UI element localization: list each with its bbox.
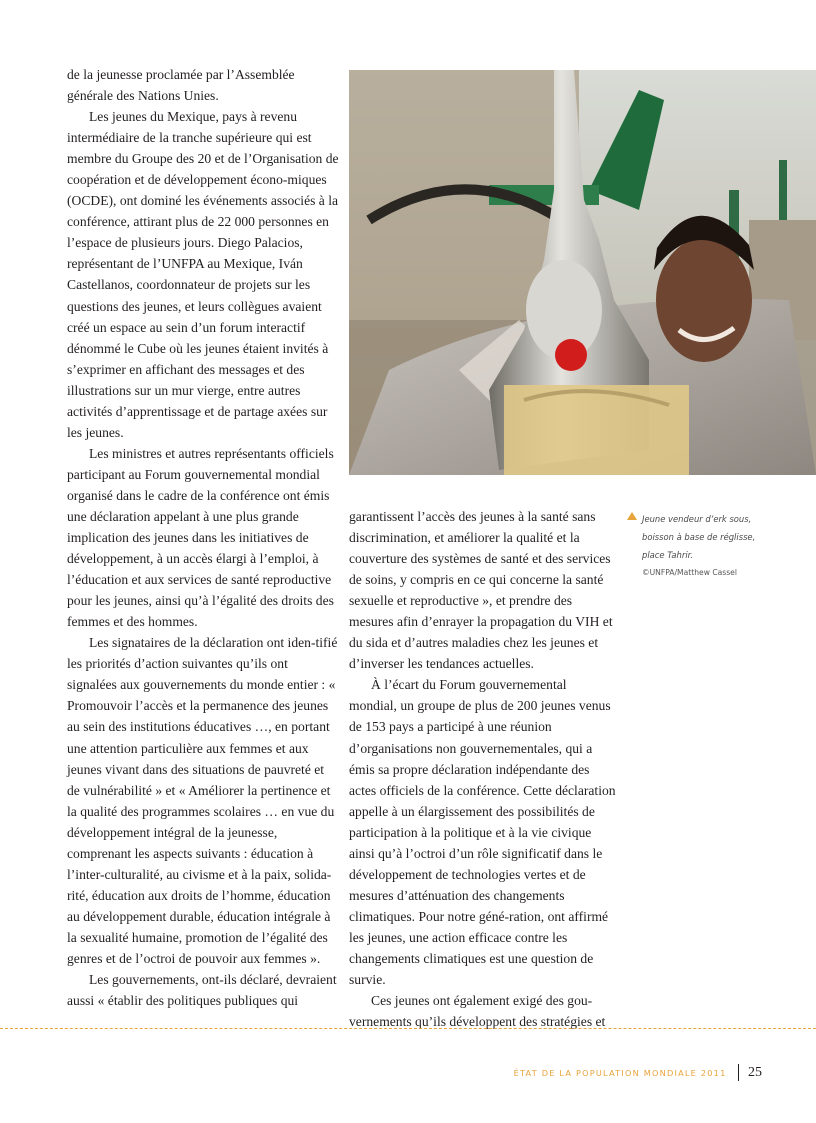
publication-title: ÉTAT DE LA POPULATION MONDIALE 2011 bbox=[513, 1067, 727, 1078]
paragraph: Ces jeunes ont également exigé des gou-vernements qu’ils développent des stratégies et bbox=[349, 993, 606, 1030]
photo-boy-with-erk-sous-urn-icon bbox=[349, 70, 816, 475]
middle-text-column bbox=[349, 506, 617, 1032]
footer-separator bbox=[738, 1064, 740, 1081]
page-number: 25 bbox=[748, 1064, 762, 1080]
paragraph: À l’écart du Forum gouvernemental mondial, un groupe de plus de 200 jeunes venus de 153 pays a participé à une réunion d’organisations non gouvernementales, qui a émis sa propre déclaration indépendante des actes officiels de la conférence. Cette déclaration appelle à un élargissement des possibilités de participation à la politique et à la vie civique ainsi qu’à l’octroi d’un rôle significatif dans le développement de technologies vertes et de mesures d’atténuation des changements climatiques. Pour notre géné-ration, ont affirmé les jeunes, une action efficace contre les changements climatiques est une question de survie. bbox=[349, 677, 616, 988]
photo-boy-with-urn bbox=[349, 70, 816, 475]
paragraph: Les jeunes du Mexique, pays à revenu intermédiaire de la tranche supérieure qui est membre du Groupe des 20 et de l’Organisation de coopération et de développement écono-miques (OCDE), ont dominé les événements associés à la conférence, attirant plus de 22 000 personnes en l’espace de plusieurs jours. Diego Palacios, représentant de l’UNFPA au Mexique, Iván Castellanos, coordonnateur de projets sur les questions des jeunes, et leurs collègues avaient créé un espace au sein d’un forum interactif dénommé le Cube où les jeunes étaient invités à s’exprimer en affichant des messages et des illustrations sur un mur vierge, entre autres activités d’apprentissage et de partage axées sur les jeunes. bbox=[67, 109, 339, 440]
paragraph: de la jeunesse proclamée par l’Assemblée générale des Nations Unies. bbox=[67, 67, 295, 104]
photo-caption bbox=[627, 510, 767, 577]
paragraph: garantissent l’accès des jeunes à la santé sans discrimination, et améliorer la qualité et la couverture des systèmes de santé et des services de soins, y compris en ce qui concerne la santé sexuelle et reproductive », et prendre des mesures afin d’enrayer la propagation du VIH et du sida et d’autres maladies chez les jeunes et d’inverser les tendances actuelles. bbox=[349, 509, 613, 672]
caption-text: Jeune vendeur d’erk sous, boisson à base de réglisse, place Tahrir. bbox=[642, 514, 756, 560]
page-footer bbox=[514, 1064, 762, 1081]
left-text-column bbox=[67, 64, 339, 1011]
paragraph: Les ministres et autres représentants officiels participant au Forum gouvernemental mondial organisé dans le cadre de la conférence ont émis une déclaration appelant à une plus grande implication des jeunes dans les initiatives de développement, à un accès élargi à l’emploi, à l’éducation et aux services de santé reproductive pour les jeunes, ainsi qu’à l’égalité des droits des femmes et des hommes. bbox=[67, 445, 334, 630]
paragraph: Les signataires de la déclaration ont iden-tifié les priorités d’action suivantes qu’ils ont signalées aux gouvernements du monde entier : « Promouvoir l’accès et la permanence des jeunes au sein des institutions éducatives …, en portant une attention particulière aux femmes et aux jeunes vivant dans des situations de pauvreté et de vulnérabilité » et « Améliorer la pertinence et la qualité des programmes scolaires … en vue du développement intégral de la jeunesse, comprenant les aspects suivants : éducation à l’inter-culturalité, au civisme et à la paix, solida-rité, éducation aux droits de l’homme, éducation au développement durable, éducation intégrale à la sexualité humaine, promotion de l’égalité des genres et de l’octroi de pouvoir aux femmes ». bbox=[67, 635, 338, 966]
photo-credit: ©UNFPA/Matthew Cassel bbox=[642, 568, 737, 577]
triangle-up-icon bbox=[627, 512, 637, 520]
footer-divider bbox=[0, 1028, 816, 1029]
paragraph: Les gouvernements, ont-ils déclaré, devraient aussi « établir des politiques publiques qui bbox=[67, 972, 337, 1009]
